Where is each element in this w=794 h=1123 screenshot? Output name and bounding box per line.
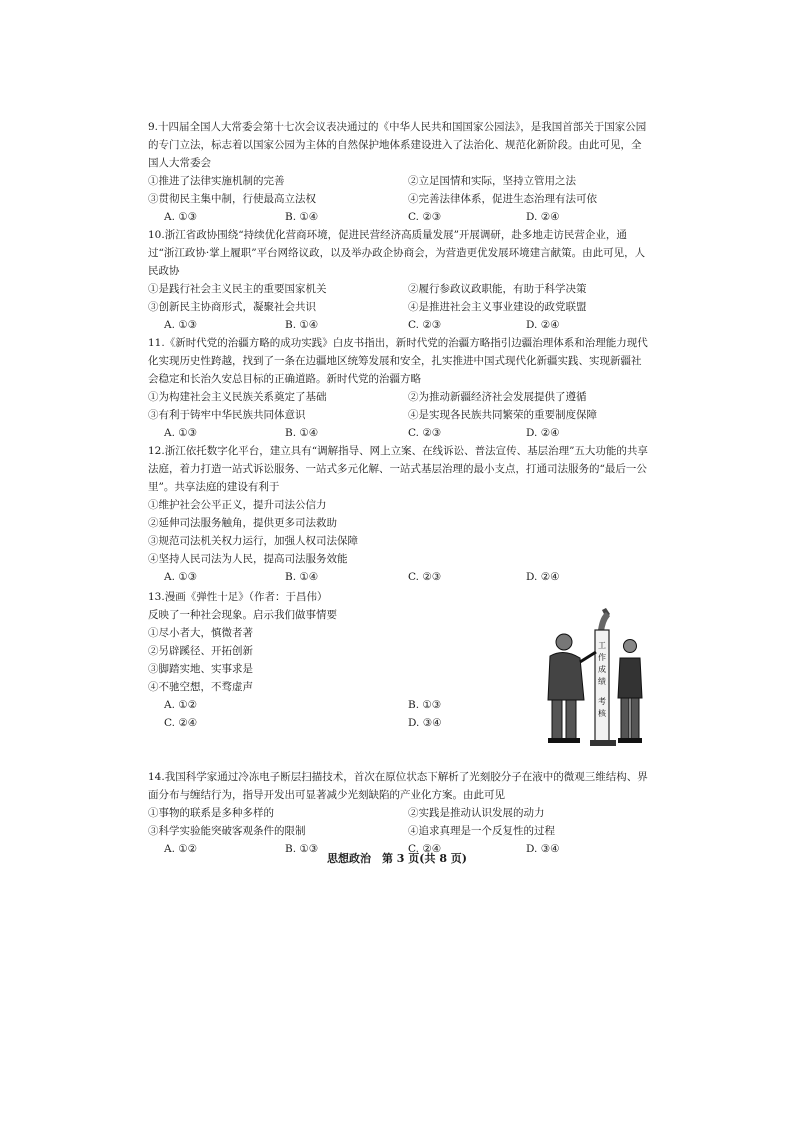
option-3: ③规范司法机关权力运行，加强人权司法保障 (148, 535, 358, 547)
option-2: ②实践是推动认识发展的动力 (408, 807, 545, 819)
choice-a: A. ①③ (164, 211, 198, 223)
cartoon-sign-char: 考 (598, 697, 606, 706)
choice-c: C. ②④ (164, 717, 198, 729)
choice-c: C. ②④ (408, 843, 442, 855)
choice-b: B. ①④ (285, 427, 319, 439)
option-4: ④是实现各民族共同繁荣的重要制度保障 (408, 409, 597, 421)
question-13 (148, 588, 528, 732)
option-1: ①推进了法律实施机制的完善 (148, 175, 285, 187)
cartoon-sign-char: 工 (598, 641, 606, 650)
question-stem-line-2: 反映了一种社会现象。启示我们做事情要 (148, 609, 337, 621)
option-3: ③科学实验能突破客观条件的限制 (148, 825, 306, 837)
option-1: ①为构建社会主义民族关系奠定了基础 (148, 391, 327, 403)
choice-d: D. ③④ (526, 843, 560, 855)
cartoon-sign-char: 作 (598, 653, 606, 662)
option-3: ③创新民主协商形式，凝聚社会共识 (148, 301, 316, 313)
choice-c: C. ②③ (408, 427, 442, 439)
choice-d: D. ②④ (526, 427, 560, 439)
option-1: ①是践行社会主义民主的重要国家机关 (148, 283, 327, 295)
answer-choices (148, 696, 528, 714)
cartoon-figure-left (548, 634, 596, 743)
question-stem: 14.我国科学家通过冷冻电子断层扫描技术，首次在原位状态下解析了光刻胶分子在液中的微观三维结构、界面分布与缠结行为，指导开发出可显著减少光刻缺陷的产业化方案。由此可见 (148, 771, 648, 801)
choice-a: A. ①③ (164, 571, 198, 583)
cartoon-figure-right (618, 640, 642, 744)
question-stem: 10.浙江省政协围绕“持续优化营商环境，促进民营经济高质量发展”开展调研，赴多地走访民营企业，通过“浙江政协·掌上履职”平台网络议政，以及举办政企协商会，为营造更优发展环境建言献策。由此可见，人民政协 (148, 229, 646, 277)
option-4: ④完善法律体系，促进生态治理有法可依 (408, 193, 597, 205)
answer-choices (148, 316, 648, 334)
page-footer: 思想政治 第 3 页(共 8 页) (326, 852, 468, 865)
choice-b: B. ①④ (285, 319, 319, 331)
cartoon-illustration (540, 600, 650, 750)
question-10 (148, 226, 648, 334)
option-3: ③有利于铸牢中华民族共同体意识 (148, 409, 306, 421)
question-11 (148, 334, 648, 442)
option-3: ③脚踏实地、实事求是 (148, 663, 253, 675)
cartoon-sign-char: 绩 (598, 677, 606, 686)
choice-c: C. ②③ (408, 211, 442, 223)
options-row (148, 804, 648, 822)
option-4: ④不驰空想，不骛虚声 (148, 681, 253, 693)
question-stem: 11.《新时代党的治疆方略的成功实践》白皮书指出，新时代党的治疆方略指引边疆治理体系和治理能力现代化实现历史性跨越，找到了一条在边疆地区统筹发展和安全，扎实推进中国式现代化新疆实践、实现新疆社会稳定和长治久安总目标的正确道路。新时代党的治疆方略 (148, 337, 648, 385)
choice-b: B. ①④ (285, 211, 319, 223)
options-row (148, 172, 648, 190)
answer-choices (148, 568, 648, 586)
options-row (148, 298, 648, 316)
choice-a: A. ①③ (164, 427, 198, 439)
choice-c: C. ②③ (408, 319, 442, 331)
answer-choices (148, 208, 648, 226)
options-row (148, 406, 648, 424)
choice-a: A. ①③ (164, 319, 198, 331)
choice-d: D. ②④ (526, 571, 560, 583)
choice-b: B. ①③ (408, 699, 442, 711)
option-2: ②延伸司法服务触角，提供更多司法救助 (148, 517, 337, 529)
choice-d: D. ③④ (408, 717, 442, 729)
choice-b: B. ①④ (285, 571, 319, 583)
question-stem: 9.十四届全国人大常委会第十七次会议表决通过的《中华人民共和国国家公园法》，是我国首部关于国家公园的专门立法，标志着以国家公园为主体的自然保护地体系建设进入了法治化、规范化新阶段。由此可见，全国人大常委会 (148, 121, 647, 169)
choice-a: A. ①② (164, 843, 198, 855)
option-2: ②为推动新疆经济社会发展提供了遵循 (408, 391, 587, 403)
answer-choices (148, 424, 648, 442)
option-1: ①维护社会公平正义，提升司法公信力 (148, 499, 327, 511)
options-row (148, 190, 648, 208)
option-3: ③贯彻民主集中制，行使最高立法权 (148, 193, 316, 205)
cartoon-sign-char: 核 (598, 709, 606, 718)
options-row (148, 388, 648, 406)
answer-choices (148, 714, 528, 732)
question-14 (148, 768, 648, 858)
option-4: ④是推进社会主义事业建设的政党联盟 (408, 301, 587, 313)
option-4: ④坚持人民司法为人民，提高司法服务效能 (148, 553, 348, 565)
choice-a: A. ①② (164, 699, 198, 711)
choice-c: C. ②③ (408, 571, 442, 583)
options-row (148, 822, 648, 840)
options-row (148, 280, 648, 298)
cartoon-sign-char: 成 (598, 665, 606, 674)
option-2: ②立足国情和实际，坚持立管用之法 (408, 175, 576, 187)
question-stem-line-1: 13.漫画《弹性十足》（作者：于昌伟） (148, 591, 328, 603)
question-12 (148, 442, 648, 586)
question-stem: 12.浙江依托数字化平台，建立具有“调解指导、网上立案、在线诉讼、普法宣传、基层治理”五大功能的共享法庭，着力打造一站式诉讼服务、一站式多元化解、一站式基层治理的最小支点，打通司法服务的“最后一公里”。共享法庭的建设有利于 (148, 445, 648, 493)
question-9 (148, 118, 648, 226)
option-1: ①事物的联系是多种多样的 (148, 807, 274, 819)
option-1: ①尽小者大，慎微者著 (148, 627, 253, 639)
option-2: ②履行参政议政职能，有助于科学决策 (408, 283, 587, 295)
option-2: ②另辟蹊径、开拓创新 (148, 645, 253, 657)
choice-d: D. ②④ (526, 211, 560, 223)
choice-b: B. ①③ (285, 843, 319, 855)
option-4: ④追求真理是一个反复性的过程 (408, 825, 555, 837)
choice-d: D. ②④ (526, 319, 560, 331)
